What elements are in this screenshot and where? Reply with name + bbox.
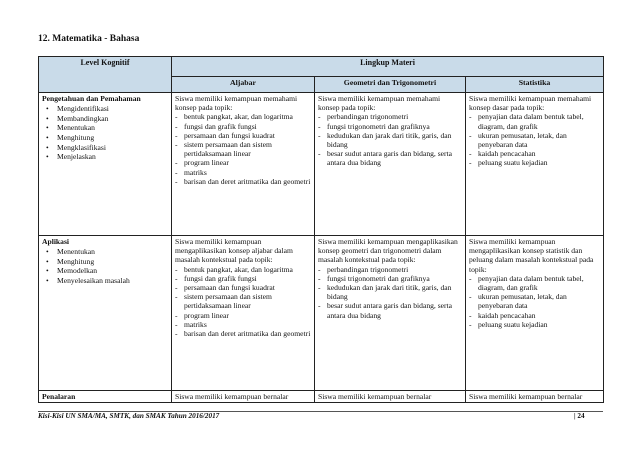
cell-intro: Siswa memiliki kemampuan memahami konsep pada topik: [175, 94, 298, 113]
topic-list [175, 265, 311, 339]
content-cell-geometri [315, 236, 466, 391]
level-cell [39, 391, 172, 403]
list-item: - kedudukan dan jarak dari titik, garis, dan bidang [318, 283, 462, 301]
table-row-pengetahuan [39, 93, 604, 236]
topic-list [469, 112, 600, 167]
list-item: - fungsi trigonometri dan grafiknya [318, 122, 462, 131]
list-item: • Mengidentifikasi [46, 104, 168, 113]
list-item: - sistem persamaan dan sistem pertidaksamaan linear [175, 292, 311, 310]
content-cell-geometri [315, 93, 466, 236]
column-header-statistika: Statistika [466, 77, 604, 93]
list-item: - besar sudut antara garis dan bidang, serta antara dua bidang [318, 149, 462, 167]
cell-intro: Siswa memiliki kemampuan mengaplikasikan konsep statistik dan peluang dalam masalah kontekstual pada topik: [469, 237, 594, 274]
content-cell-aljabar [172, 93, 315, 236]
level-kognitif-header: Level Kognitif [39, 57, 172, 93]
content-cell-geometri: Siswa memiliki kemampuan bernalar [315, 391, 466, 403]
list-item: - fungsi dan grafik fungsi [175, 274, 311, 283]
list-item: - penyajian data dalam bentuk tabel, diagram, dan grafik [469, 112, 600, 130]
column-header-geometri: Geometri dan Trigonometri [315, 77, 466, 93]
list-item: • Mengklasifikasi [46, 143, 168, 152]
list-item: • Menghitung [46, 133, 168, 142]
list-item: - program linear [175, 158, 311, 167]
cell-intro: Siswa memiliki kemampuan mengaplikasikan konsep aljabar dalam masalah kontekstual pada topik: [175, 237, 293, 265]
list-item: - matriks [175, 320, 311, 329]
list-item: • Menjelaskan [46, 152, 168, 161]
list-item: - bentuk pangkat, akar, dan logaritma [175, 112, 311, 121]
section-heading: 12. Matematika - Bahasa [38, 34, 140, 44]
cell-intro: Siswa memiliki kemampuan memahami konsep pada topik: [318, 94, 441, 113]
list-item: - persamaan dan fungsi kuadrat [175, 131, 311, 140]
bullet-list [42, 247, 168, 285]
level-title: Aplikasi [42, 237, 70, 246]
content-cell-statistika [466, 93, 604, 236]
list-item: - perbandingan trigonometri [318, 112, 462, 121]
list-item: • Memodelkan [46, 266, 168, 275]
column-header-aljabar: Aljabar [172, 77, 315, 93]
list-item: - besar sudut antara garis dan bidang, serta antara dua bidang [318, 301, 462, 319]
cell-intro: Siswa memiliki kemampuan mengaplikasikan konsep geometri dan trigonometri dalam masalah kontekstual pada topik: [318, 237, 458, 265]
bullet-list [42, 104, 168, 161]
topic-list [318, 112, 462, 167]
list-item: - barisan dan deret aritmatika dan geometri [175, 329, 311, 338]
list-item: - matriks [175, 168, 311, 177]
list-item: - fungsi dan grafik fungsi [175, 122, 311, 131]
list-item: - peluang suatu kejadian [469, 158, 600, 167]
list-item: • Menyelesaikan masalah [46, 276, 168, 285]
list-item: • Menentukan [46, 123, 168, 132]
list-item: - kedudukan dan jarak dari titik, garis, dan bidang [318, 131, 462, 149]
list-item: - ukuran pemusatan, letak, dan penyebaran data [469, 292, 600, 310]
content-cell-aljabar: Siswa memiliki kemampuan bernalar [172, 391, 315, 403]
list-item: - fungsi trigonometri dan grafiknya [318, 274, 462, 283]
list-item: - penyajian data dalam bentuk tabel, diagram, dan grafik [469, 274, 600, 292]
kisi-kisi-table [38, 56, 604, 403]
page-number: | 24 [574, 412, 585, 420]
list-item: • Membandingkan [46, 114, 168, 123]
list-item: • Menghitung [46, 257, 168, 266]
list-item: - ukuran pemusatan, letak, dan penyebaran data [469, 131, 600, 149]
list-item: - program linear [175, 311, 311, 320]
content-cell-statistika [466, 236, 604, 391]
list-item: - persamaan dan fungsi kuadrat [175, 283, 311, 292]
list-item: - bentuk pangkat, akar, dan logaritma [175, 265, 311, 274]
level-cell [39, 93, 172, 236]
topic-list [175, 112, 311, 186]
level-title: Pengetahuan dan Pemahaman [42, 94, 141, 103]
list-item: - peluang suatu kejadian [469, 320, 600, 329]
list-item: - kaidah pencacahan [469, 149, 600, 158]
list-item: - kaidah pencacahan [469, 311, 600, 320]
list-item: - sistem persamaan dan sistem pertidaksamaan linear [175, 140, 311, 158]
list-item: - barisan dan deret aritmatika dan geometri [175, 177, 311, 186]
level-title: Penalaran [42, 392, 76, 401]
level-cell [39, 236, 172, 391]
cell-intro: Siswa memiliki kemampuan memahami konsep dasar pada topik: [469, 94, 592, 113]
content-cell-aljabar [172, 236, 315, 391]
topic-list [469, 274, 600, 329]
list-item: - perbandingan trigonometri [318, 265, 462, 274]
content-cell-statistika: Siswa memiliki kemampuan bernalar [466, 391, 604, 403]
list-item: • Menentukan [46, 247, 168, 256]
table-row-aplikasi [39, 236, 604, 391]
table-row-penalaran [39, 391, 604, 403]
topic-list [318, 265, 462, 320]
footer-document-title: Kisi-Kisi UN SMA/MA, SMTK, dan SMAK Tahun 2016/2017 [38, 412, 220, 420]
lingkup-materi-header: Lingkup Materi [172, 57, 604, 77]
